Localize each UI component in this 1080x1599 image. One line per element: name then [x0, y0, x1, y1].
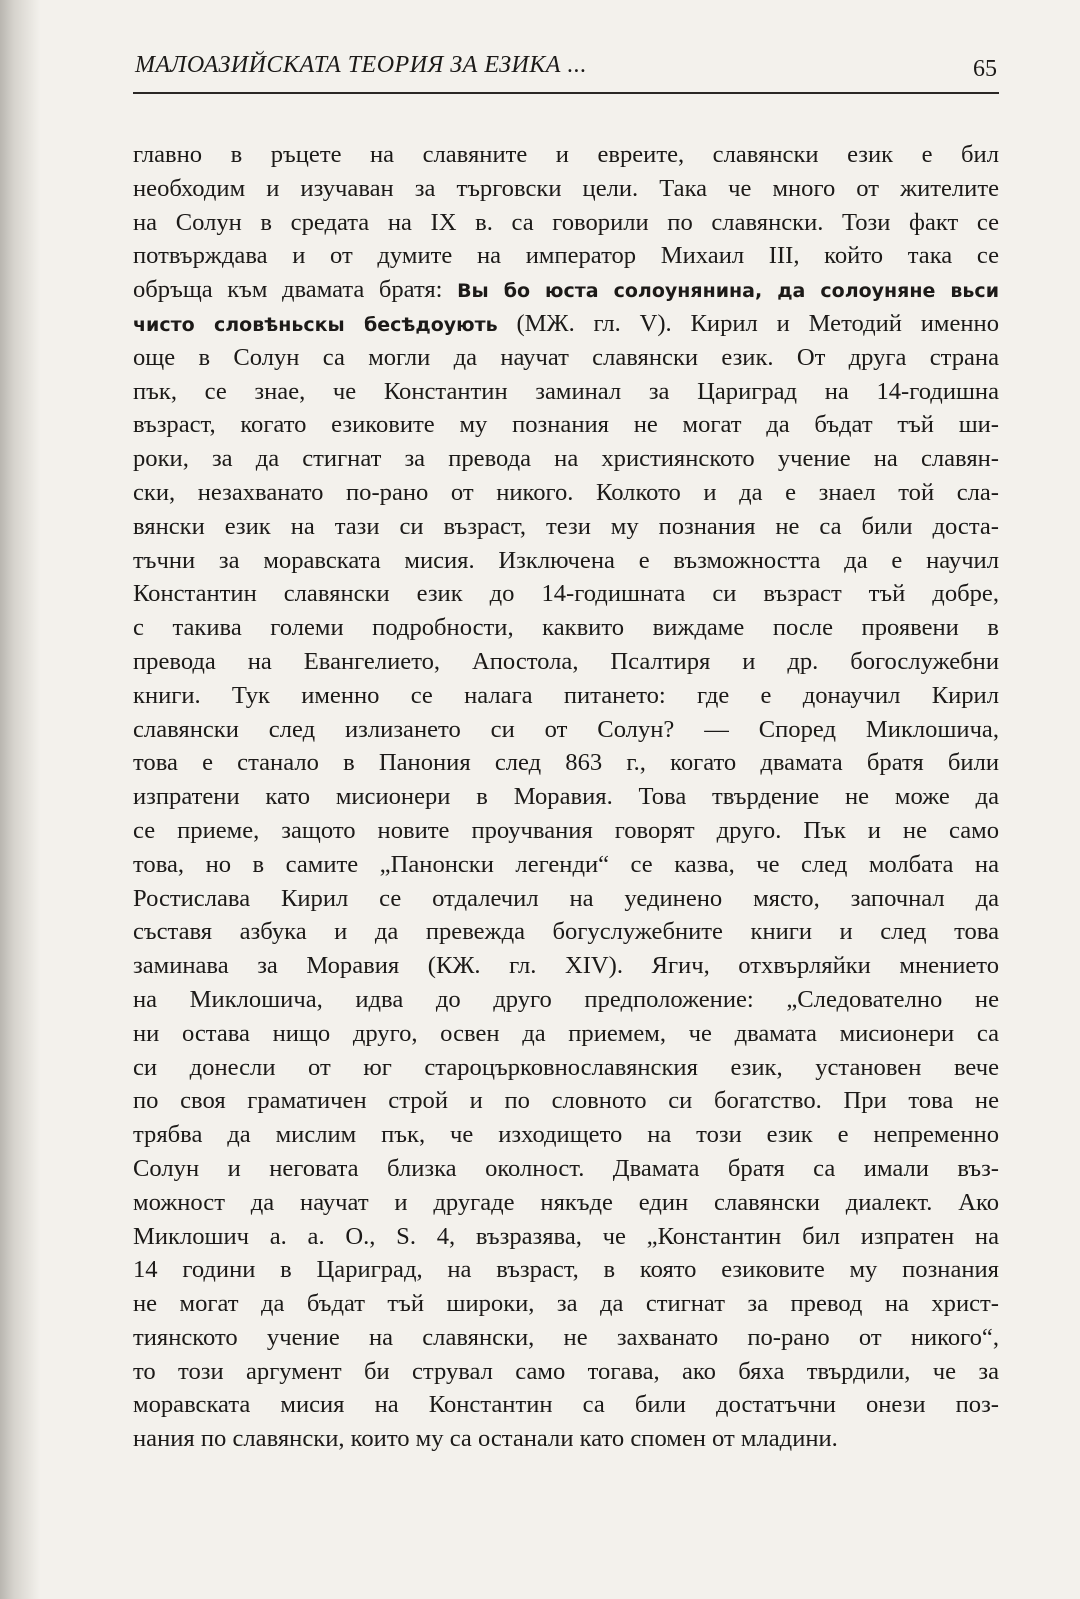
text-line-with-quote	[133, 307, 999, 341]
text-line: Константин славянски език до 14-годишната си възраст тъй добре,	[133, 580, 999, 608]
text-line: съставя азбука и да превежда богуслужебните книги и след това	[133, 918, 999, 946]
text-line: възраст, когато езиковите му познания не могат да бъдат тъй ши-	[133, 411, 999, 439]
text-line: Ростислава Кирил се отдалечил на уединено място, започнал да	[133, 884, 999, 912]
text-line: с такива големи подробности, каквито виждаме после проявени в	[133, 614, 999, 642]
text-line-fragment: (МЖ. гл. V). Кирил и Методий именно	[497, 309, 999, 337]
text-line: заминава за Моравия (КЖ. гл. XIV). Ягич, отхвърляйки мнението	[133, 952, 999, 980]
body-text	[133, 138, 999, 1456]
text-line: пък, се знае, че Константин заминал за Цариград на 14-годишна	[133, 377, 999, 405]
running-header	[133, 48, 999, 94]
text-line: моравската мисия на Константин са били достатъчни онези поз-	[133, 1391, 999, 1419]
text-line: тиянското учение на славянски, не захванато по-рано от никого“,	[133, 1323, 999, 1351]
text-line: изпратени като мисионери в Моравия. Това твърдение не може да	[133, 783, 999, 811]
text-line: роки, за да стигнат за превода на християнското учение на славян-	[133, 445, 999, 473]
text-line: то този аргумент би струвал само тогава, ако бяха твърдили, че за	[133, 1357, 999, 1385]
text-line: по своя граматичен строй и по словното си богатство. При това не	[133, 1087, 999, 1115]
text-line: Миклошич а. а. О., S. 4, възразява, че „Константин бил изпратен на	[133, 1222, 999, 1250]
old-church-slavonic-quote: чисто словѣньскы бесѣдоують	[133, 313, 498, 336]
text-line: необходим и изучаван за търговски цели. Така че много от жителите	[133, 174, 999, 202]
text-line: трябва да мислим пък, че изходището на този език е непременно	[133, 1121, 999, 1149]
text-line: на Солун в средата на IX в. са говорили по славянски. Този факт се	[133, 208, 999, 236]
running-title: МАЛОАЗИЙСКАТА ТЕОРИЯ ЗА ЕЗИКА ...	[135, 52, 587, 78]
page-number: 65	[973, 56, 997, 82]
text-line: вянски език на тази си възраст, тези му познания не са били доста-	[133, 512, 999, 540]
text-line: 14 години в Цариград, на възраст, в която езиковите му познания	[133, 1256, 999, 1284]
text-line: си донесли от юг староцърковнославянския език, установен вече	[133, 1053, 999, 1081]
text-line-with-quote	[133, 273, 999, 307]
text-line: потвърждава и от думите на император Михаил III, който така се	[133, 242, 999, 270]
text-line: на Миклошича, идва до друго предположение: „Следователно не	[133, 985, 999, 1013]
text-line: нания по славянски, които му са останали като спомен от младини.	[133, 1425, 838, 1453]
text-line: тъчни за моравската мисия. Изключена е възможността да е научил	[133, 546, 999, 574]
text-line: това е станало в Панония след 863 г., когато двамата братя били	[133, 749, 999, 777]
text-line: ски, незахванато по-рано от никого. Колкото и да е знаел той сла-	[133, 478, 999, 506]
text-line-fragment: обръща към двамата братя:	[133, 276, 458, 304]
text-line: славянски след излизането си от Солун? — Според Миклошича,	[133, 715, 999, 743]
text-line: главно в ръцете на славяните и евреите, славянски език е бил	[133, 141, 999, 168]
text-line: това, но в самите „Панонски легенди“ се казва, че след молбата на	[133, 850, 999, 878]
text-line: ни остава нищо друго, освен да приемем, че двамата мисионери са	[133, 1019, 999, 1047]
text-line: не могат да бъдат тъй широки, за да стигнат за превод на христ-	[133, 1290, 999, 1318]
text-line: Солун и неговата близка околност. Двамата братя са имали въз-	[133, 1154, 999, 1182]
text-line: се приеме, защото новите проучвания говорят друго. Пък и не само	[133, 816, 999, 844]
text-line: можност да научат и другаде някъде един славянски диалект. Ако	[133, 1188, 999, 1216]
text-line: още в Солун са могли да научат славянски език. От друга страна	[133, 343, 999, 371]
old-church-slavonic-quote: Вы бо юста солоунянина, да солоуняне вьси	[457, 280, 999, 303]
text-line: превода на Евангелието, Апостола, Псалтиря и др. богослужебни	[133, 647, 999, 675]
text-line: книги. Тук именно се налага питането: где е донаучил Кирил	[133, 681, 999, 709]
